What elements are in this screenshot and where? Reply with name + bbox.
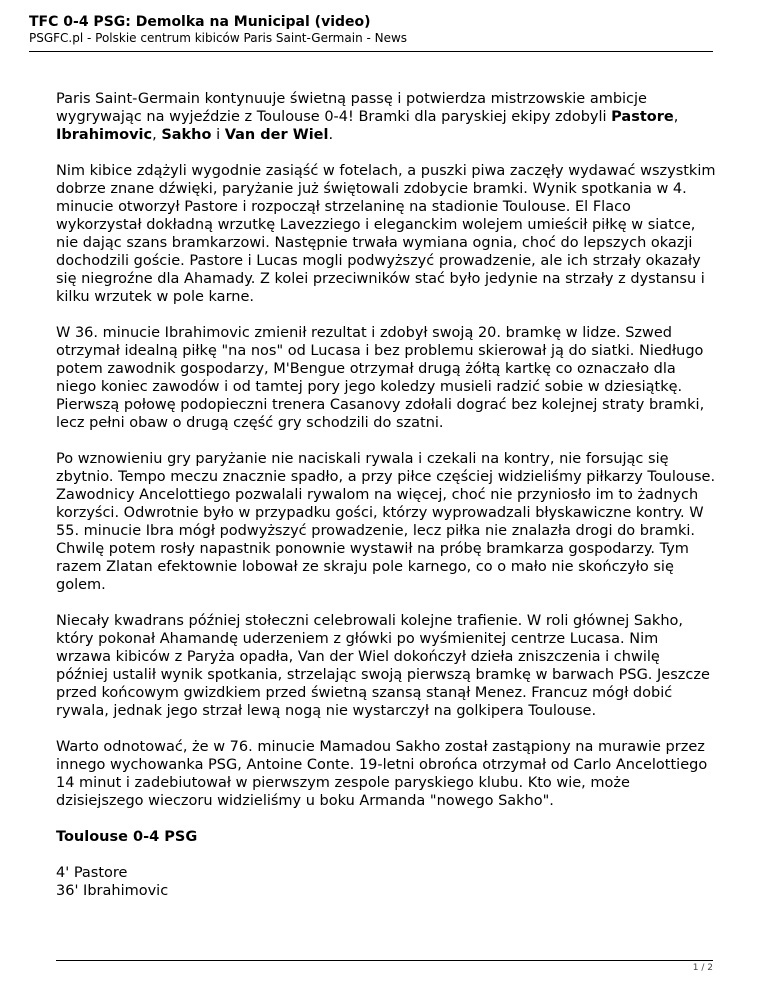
separator: , (152, 127, 162, 143)
footer-divider (56, 960, 713, 961)
scorer-name: Pastore (611, 109, 674, 125)
intro-paragraph (56, 90, 716, 144)
separator: , (673, 109, 679, 125)
article-paragraph: Warto odnotować, że w 76. minucie Mamadou Sakho został zastąpiony na murawie przez innego wychowanka PSG, Antoine Conte. 19-letni obrońca otrzymał od Carlo Ancelottiego 14 minut i zadebiutował w pierwszym zespole paryskiego klubu. Kto wie, może dzisiejszego wieczoru widzieliśmy u boku Armanda "nowego Sakho". (56, 739, 708, 809)
article-paragraph: Nim kibice zdążyli wygodnie zasiąść w fotelach, a puszki piwa zaczęły wydawać wszystkim dobrze znane dźwięki, paryżanie już świętowali zdobycie bramki. Wynik spotkania w 4. minucie otworzył Pastore i rozpoczął strzelaninę na stadionie Toulouse. El Flaco wykorzystał dokładną wrzutkę Lavezziego i eleganckim wolejem umieścił piłkę w siatce, nie dając szans bramkarzowi. Następnie trwała wymiana ognia, choć do lepszych okazji dochodzili goście. Pastore i Lucas mogli podwyższyć prowadzenie, ale ich strzały okazały się niegroźne dla Ahamady. Z kolei przeciwników stać było jedynie na strzały z dystansu i kilku wrzutek w pole karne. (56, 163, 716, 305)
article-paragraph: Niecały kwadrans później stołeczni celebrowali kolejne trafienie. W roli głównej Sakho, który pokonał Ahamandę uderzeniem z główki po wyśmienitej centrze Lucasa. Nim wrzawa kibiców z Paryża opadła, Van der Wiel dokończył dzieła zniszczenia i chwilę później ustalił wynik spotkania, strzelając swoją pierwszą bramkę w barwach PSG. Jeszcze przed końcowym gwizdkiem przed świetną szansą stanął Menez. Francuz mógł dobić rywala, jednak jego strzał lewą nogą nie wystarczył na golkipera Toulouse. (56, 613, 710, 719)
goal-item: 36' Ibrahimovic (56, 883, 169, 899)
separator: . (328, 127, 334, 143)
article-body (56, 90, 716, 900)
scorer-name: Sakho (161, 127, 212, 143)
goals-list (56, 864, 716, 900)
header-divider (29, 51, 713, 52)
scorer-name: Ibrahimovic (56, 127, 153, 143)
separator: i (211, 127, 225, 143)
page-header (29, 14, 713, 46)
article-paragraph: W 36. minucie Ibrahimovic zmienił rezultat i zdobył swoją 20. bramkę w lidze. Szwed otrzymał idealną piłkę "na nos" od Lucasa i bez problemu skierował ją do siatki. Niedługo potem zawodnik gospodarzy, M'Bengue otrzymał drugą żółtą kartkę co oznaczało dla niego koniec zawodów i od tamtej pory jego koledzy musieli radzić sobie w dziesiątkę. Pierwszą połowę podopieczni trenera Casanovy zdołali dograć bez kolejnej straty bramki, lecz pełni obaw o drugą część gry schodzili do szatni. (56, 325, 705, 431)
scorer-name: Van der Wiel (224, 127, 329, 143)
page-title: TFC 0-4 PSG: Demolka na Municipal (video) (29, 14, 371, 30)
score-heading: Toulouse 0-4 PSG (56, 829, 198, 845)
site-subtitle: PSGFC.pl - Polskie centrum kibiców Paris Saint-Germain - News (29, 31, 408, 45)
article-paragraph: Po wznowieniu gry paryżanie nie naciskali rywala i czekali na kontry, nie forsując się zbytnio. Tempo meczu znacznie spadło, a przy piłce częściej widzieliśmy piłkarzy Toulouse. Zawodnicy Ancelottiego pozwalali rywalom na więcej, choć nie przyniosło im to żadnych korzyści. Odwrotnie było w przypadku gości, którzy wyprowadzali błyskawiczne kontry. W 55. minucie Ibra mógł podwyższyć prowadzenie, lecz piłka nie znalazła drogi do bramki. Chwilę potem rosły napastnik ponownie wystawił na próbę bramkarza gospodarzy. Tym razem Zlatan efektownie lobował ze skraju pole karnego, co o mało nie skończyło się golem. (56, 451, 716, 593)
intro-text: Paris Saint-Germain kontynuuje świetną passę i potwierdza mistrzowskie ambicje wygrywając na wyjeździe z Toulouse 0-4! Bramki dla paryskiej ekipy zdobyli (56, 91, 647, 125)
page-number: 1 / 2 (692, 963, 713, 973)
goal-item: 4' Pastore (56, 865, 128, 881)
